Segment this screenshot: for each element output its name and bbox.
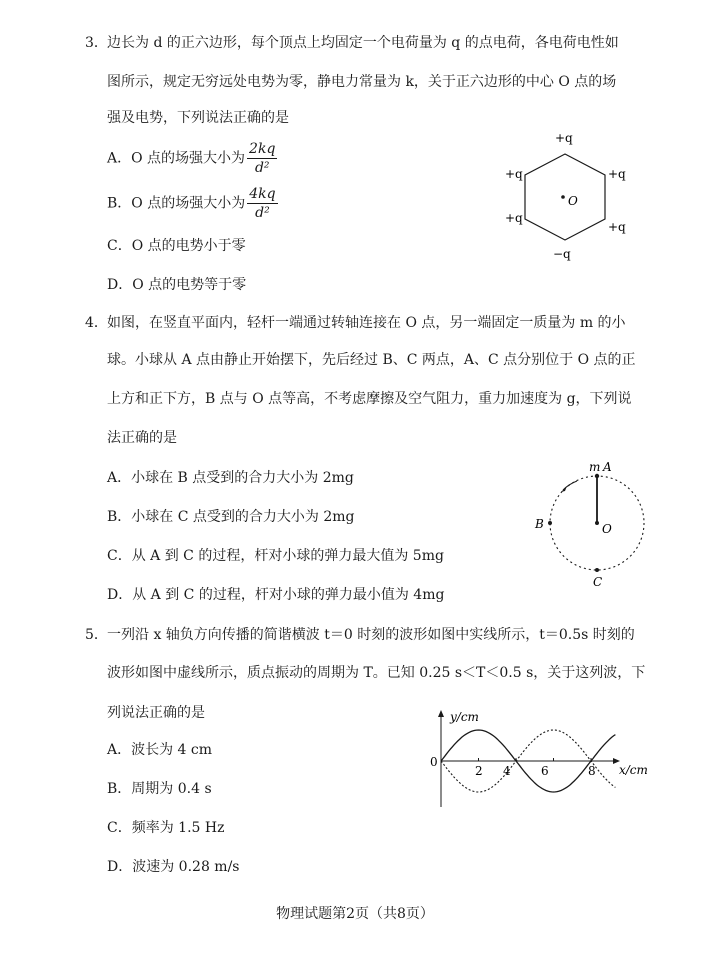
- q3-stem-line-1: 边长为 d 的正六边形，每个顶点上均固定一个电荷量为 q 的点电荷，各电荷电性如: [107, 35, 619, 51]
- page-footer: 物理试题第2页（共8页）: [276, 906, 434, 922]
- q5-option-a: A．波长为 4 cm: [107, 742, 213, 758]
- q3-option-a-fraction: [247, 140, 277, 177]
- q3-option-b-numerator: 4kq: [249, 186, 276, 202]
- charge-upper-left: +q: [505, 167, 523, 181]
- center-label: O: [568, 194, 578, 208]
- point-a: [595, 474, 599, 478]
- q3-option-a-denominator: d²: [254, 160, 270, 176]
- y-axis-label: y/cm: [450, 710, 479, 724]
- q4-stem-line-3: 上方和正下方，B 点与 O 点等高，不考虑摩擦及空气阻力，重力加速度为 g，下列说: [107, 391, 632, 407]
- q3-option-b: [107, 185, 278, 222]
- q4-pendulum-figure: [525, 455, 655, 595]
- q5-stem-line-2: 波形如图中虚线所示，质点振动的周期为 T。已知 0.25 s＜T＜0.5 s，关于这列波，下: [107, 665, 646, 681]
- q3-option-b-fraction: [247, 185, 277, 222]
- charge-upper-right: +q: [608, 167, 626, 181]
- q4-option-c: C．从 A 到 C 的过程，杆对小球的弹力最大值为 5mg: [107, 548, 444, 564]
- q3-number: 3．: [85, 35, 108, 51]
- q5-option-b: B．周期为 0.4 s: [107, 781, 212, 797]
- q3-option-b-denominator: d²: [255, 205, 270, 221]
- q4-option-b: B．小球在 C 点受到的合力大小为 2mg: [107, 509, 355, 525]
- hexagon-shape: [525, 154, 605, 240]
- center-point: [561, 195, 565, 199]
- origin-label: 0: [430, 755, 438, 769]
- q5-wave-figure: [420, 705, 660, 815]
- point-o: [595, 521, 599, 525]
- tick-label-8: 8: [588, 764, 596, 778]
- q3-stem-line-2: 图所示，规定无穷远处电势为零，静电力常量为 k，关于正六边形的中心 O 点的场: [107, 74, 617, 90]
- q4-stem-line-4: 法正确的是: [107, 430, 177, 446]
- charge-bottom: −q: [553, 247, 571, 261]
- q3-hexagon-figure: [495, 128, 635, 263]
- y-axis-arrow-icon: [438, 710, 444, 717]
- q4-option-a: A．小球在 B 点受到的合力大小为 2mg: [107, 470, 354, 486]
- q3-option-a-numerator: 2kq: [249, 141, 276, 157]
- tick-label-4: 4: [503, 764, 511, 778]
- q5-option-d: D．波速为 0.28 m/s: [107, 859, 240, 875]
- q5-stem-line-1: 一列沿 x 轴负方向传播的简谐横波 t＝0 时刻的波形如图中实线所示，t＝0.5s 时刻的: [107, 627, 635, 643]
- label-b: B: [535, 517, 544, 531]
- q5-number: 5．: [85, 627, 108, 643]
- q5-option-c: C．频率为 1.5 Hz: [107, 820, 225, 836]
- label-a: A: [603, 460, 612, 474]
- point-b: [548, 521, 552, 525]
- tick-label-2: 2: [475, 764, 483, 778]
- q4-option-d: D．从 A 到 C 的过程，杆对小球的弹力最小值为 4mg: [107, 587, 445, 603]
- point-c: [595, 568, 599, 572]
- q3-option-c: C．O 点的电势小于零: [107, 238, 246, 254]
- q3-option-a-text: A．O 点的场强大小为: [107, 150, 246, 167]
- q4-number: 4．: [85, 315, 108, 331]
- q3-stem-line-3: 强及电势，下列说法正确的是: [107, 110, 289, 126]
- x-axis-label: x/cm: [619, 763, 648, 777]
- q5-stem-line-3: 列说法正确的是: [107, 705, 205, 721]
- label-c: C: [593, 575, 603, 589]
- tick-label-6: 6: [541, 764, 549, 778]
- charge-lower-right: +q: [608, 220, 626, 234]
- label-m: m: [589, 460, 601, 474]
- charge-top: +q: [555, 131, 573, 145]
- label-o: O: [602, 522, 612, 536]
- q4-stem-line-2: 球。小球从 A 点由静止开始摆下，先后经过 B、C 两点，A、C 点分别位于 O 点的正: [107, 352, 636, 368]
- charge-lower-left: +q: [505, 211, 523, 225]
- q3-option-b-text: B．O 点的场强大小为: [107, 195, 246, 212]
- q3-option-d: D．O 点的电势等于零: [107, 277, 247, 293]
- q3-option-a: [107, 140, 277, 177]
- q4-stem-line-1: 如图，在竖直平面内，轻杆一端通过转轴连接在 O 点，另一端固定一质量为 m 的小: [107, 315, 626, 331]
